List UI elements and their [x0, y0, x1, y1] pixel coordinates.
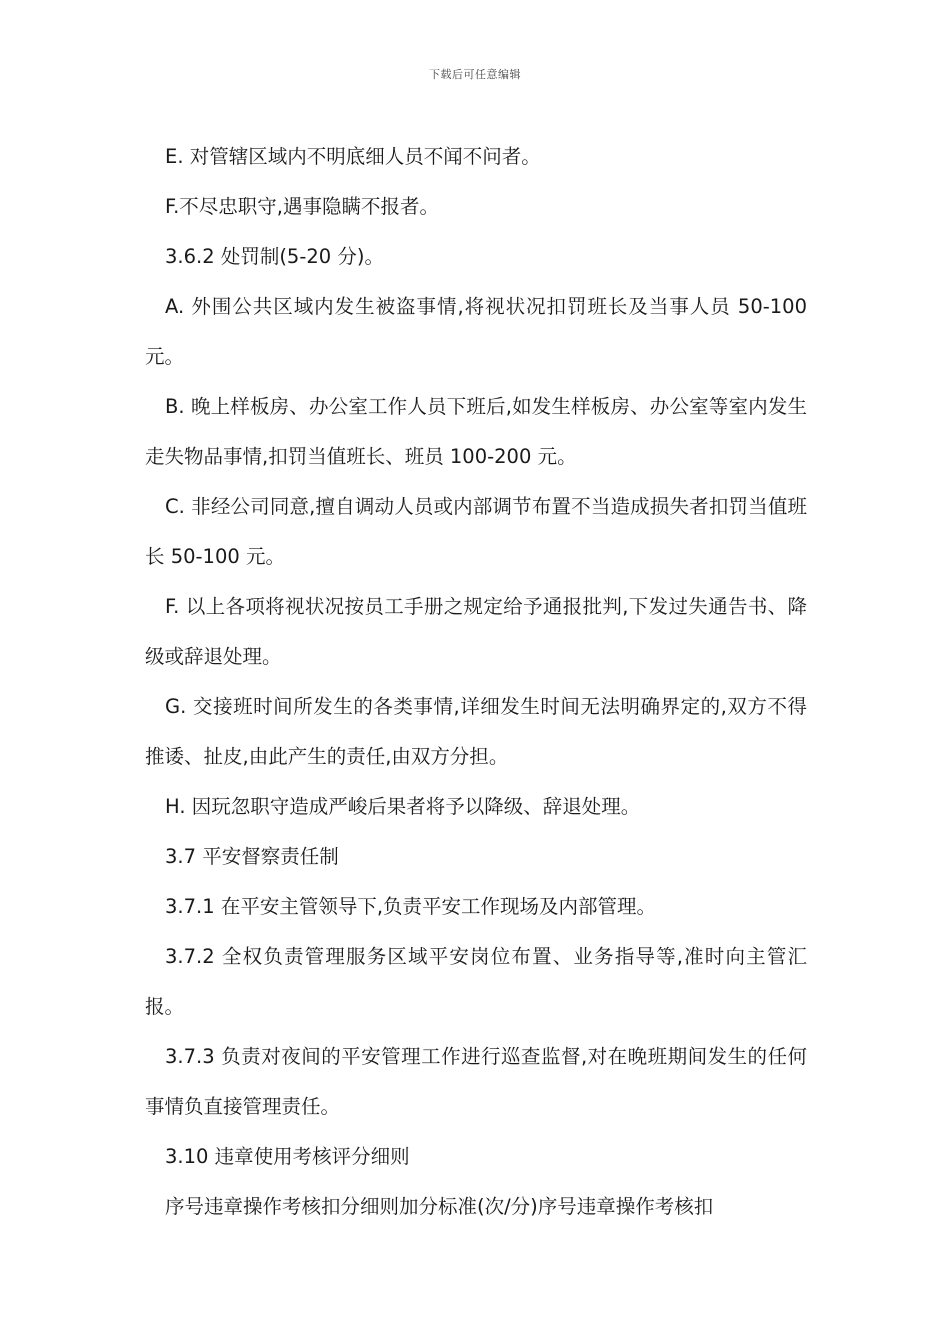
paragraph-3-6-2-penalty: 3.6.2 处罚制(5-20 分)。	[165, 245, 384, 268]
paragraph-g-shift-handover: G. 交接班时间所发生的各类事情,详细发生时间无法明确界定的,双方不得推诿、扯皮,由此产生的责任,由双方分担。	[145, 695, 807, 768]
paragraph-3-7-3: 3.7.3 负责对夜间的平安管理工作进行巡查监督,对在晚班期间发生的任何事情负直接管理责任。	[145, 1045, 807, 1118]
paragraph-h-negligence: H. 因玩忽职守造成严峻后果者将予以降级、辞退处理。	[165, 795, 641, 818]
paragraph-3-7-2: 3.7.2 全权负责管理服务区域平安岗位布置、业务指导等,准时向主管汇报。	[145, 945, 807, 1018]
paragraph-b-sample-room: B. 晚上样板房、办公室工作人员下班后,如发生样板房、办公室等室内发生走失物品事情,扣罚当值班长、班员 100-200 元。	[145, 395, 807, 468]
header-note: 下载后可任意编辑	[429, 68, 521, 81]
paragraph-e-unknown-persons: E. 对管辖区域内不明底细人员不闻不问者。	[165, 145, 541, 168]
paragraph-a-theft: A. 外围公共区域内发生被盗事情,将视状况扣罚班长及当事人员 50-100 元。	[145, 295, 807, 368]
paragraph-c-unauthorized-transfer: C. 非经公司同意,擅自调动人员或内部调节布置不当造成损失者扣罚当值班长 50-100 元。	[145, 495, 807, 568]
paragraph-f-handbook: F. 以上各项将视状况按员工手册之规定给予通报批判,下发过失通告书、降级或辞退处理。	[145, 595, 807, 668]
paragraph-f-dereliction: F.不尽忠职守,遇事隐瞒不报者。	[165, 195, 439, 218]
section-heading-3-10: 3.10 违章使用考核评分细则	[165, 1145, 410, 1168]
paragraph-table-header-line: 序号违章操作考核扣分细则加分标准(次/分)序号违章操作考核扣	[165, 1195, 714, 1218]
section-heading-3-7: 3.7 平安督察责任制	[165, 845, 339, 868]
paragraph-3-7-1: 3.7.1 在平安主管领导下,负责平安工作现场及内部管理。	[165, 895, 657, 918]
document-body	[145, 132, 807, 1232]
